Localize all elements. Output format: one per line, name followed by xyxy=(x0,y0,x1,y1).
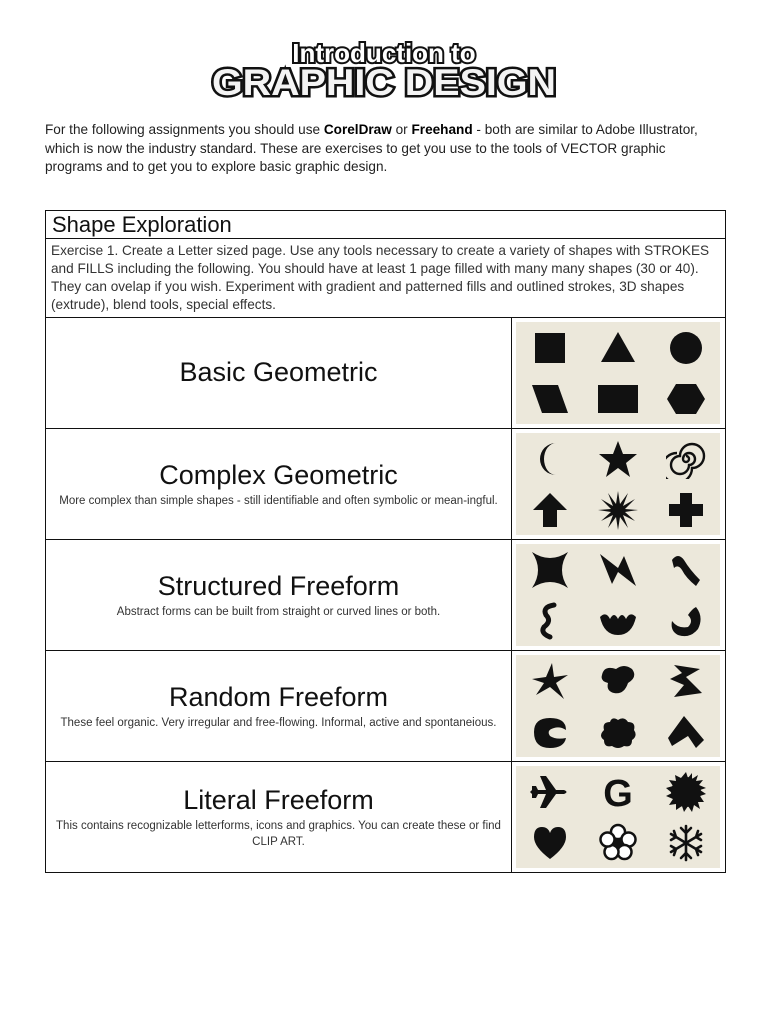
intro-text-1: For the following assignments you should use xyxy=(45,122,324,137)
intro-text-2: or xyxy=(391,122,412,137)
literal-freeform-thumbnail xyxy=(516,766,720,868)
category-title: Random Freeform xyxy=(168,682,389,712)
category-thumbnail-cell xyxy=(511,540,725,651)
crescent-moon-icon xyxy=(530,439,570,479)
category-text-cell xyxy=(46,429,512,540)
swirl-blob-icon xyxy=(530,712,570,752)
exercise-instructions: Exercise 1. Create a Letter sized page. Use any tools necessary to create a variety of shapes with STROKES and FILLS including the following. You should have at least 1 page filled with many many shapes (30 or 40). They can ovelap if you wish. Experiment with gradient and patterned fills and outlined strokes, 3D shapes (extrude), blend tools, special effects. xyxy=(46,239,726,318)
lightning-shape-icon xyxy=(598,550,638,590)
up-arrow-icon xyxy=(530,490,570,530)
category-row-basic-geometric xyxy=(46,318,726,429)
circle-icon xyxy=(666,328,706,368)
irregular-star-icon xyxy=(530,661,570,701)
category-text-cell xyxy=(46,651,512,762)
category-thumbnail-cell xyxy=(511,429,725,540)
snowflake-icon xyxy=(666,823,706,863)
category-thumbnail-cell xyxy=(511,651,725,762)
category-row-structured-freeform xyxy=(46,540,726,651)
category-text-cell xyxy=(46,318,512,429)
parallelogram-icon xyxy=(530,379,570,419)
intro-app-coreldraw: CorelDraw xyxy=(323,122,392,137)
basic-geometric-thumbnail xyxy=(516,322,720,424)
title-line-2: GRAPHIC DESIGN xyxy=(212,62,556,102)
intro-paragraph xyxy=(45,121,720,177)
category-thumbnail-cell xyxy=(511,318,725,429)
category-description: This contains recognizable letterforms, icons and graphics. You can create these or find CLIP ART. xyxy=(56,820,501,848)
airplane-icon xyxy=(530,772,570,812)
spiral-icon xyxy=(666,439,706,479)
star-icon xyxy=(598,439,638,479)
category-thumbnail-cell xyxy=(511,762,725,873)
cloud-blob-icon xyxy=(598,712,638,752)
category-description: These feel organic. Very irregular and free-flowing. Informal, active and spontaneious. xyxy=(60,717,497,729)
starburst-icon xyxy=(598,490,638,530)
jagged-arrow-icon xyxy=(666,661,706,701)
wave-shape-icon xyxy=(666,550,706,590)
category-title: Literal Freeform xyxy=(183,785,374,815)
letter-g-icon xyxy=(598,772,638,812)
intro-app-freehand: Freehand xyxy=(411,122,473,137)
category-title: Structured Freeform xyxy=(157,571,400,601)
hexagon-icon xyxy=(666,379,706,419)
category-title: Complex Geometric xyxy=(159,460,398,490)
letter-g-glyph: G xyxy=(603,772,634,812)
exercise-row xyxy=(46,239,726,318)
flower-icon xyxy=(598,823,638,863)
splat-icon xyxy=(666,772,706,812)
category-text-cell xyxy=(46,540,512,651)
section-heading-row xyxy=(46,211,726,239)
category-row-random-freeform xyxy=(46,651,726,762)
section-heading: Shape Exploration xyxy=(46,211,726,239)
random-freeform-thumbnail xyxy=(516,655,720,757)
triangle-icon xyxy=(598,328,638,368)
complex-geometric-thumbnail xyxy=(516,433,720,535)
square-icon xyxy=(530,328,570,368)
category-row-complex-geometric xyxy=(46,429,726,540)
intro-text-3: - both are similar to Adobe Illustrator, which is now the industry standard. These are exercises to get you use to the tools of VECTOR graphic programs and to get you to explore basic graphic design. xyxy=(45,122,698,174)
title-banner xyxy=(0,36,768,102)
title-line-1: Introduction to xyxy=(292,38,476,68)
crescent-blob-icon xyxy=(666,601,706,641)
category-row-literal-freeform xyxy=(46,762,726,873)
shape-exploration-table xyxy=(45,210,726,873)
category-description: Abstract forms can be built from straight or curved lines or both. xyxy=(116,606,441,618)
structured-freeform-thumbnail xyxy=(516,544,720,646)
rectangle-icon xyxy=(595,379,641,419)
concave-square-icon xyxy=(530,550,570,590)
category-description: More complex than simple shapes - still identifiable and often symbolic or mean-ingful. xyxy=(59,495,498,507)
category-title: Basic Geometric xyxy=(179,357,378,387)
title-logo xyxy=(204,36,564,102)
blob-icon xyxy=(598,661,638,701)
wavy-bowl-icon xyxy=(598,601,638,641)
heart-icon xyxy=(530,823,570,863)
category-text-cell xyxy=(46,762,512,873)
plus-cross-icon xyxy=(666,490,706,530)
tent-shape-icon xyxy=(666,712,706,752)
s-curve-icon xyxy=(530,601,570,641)
